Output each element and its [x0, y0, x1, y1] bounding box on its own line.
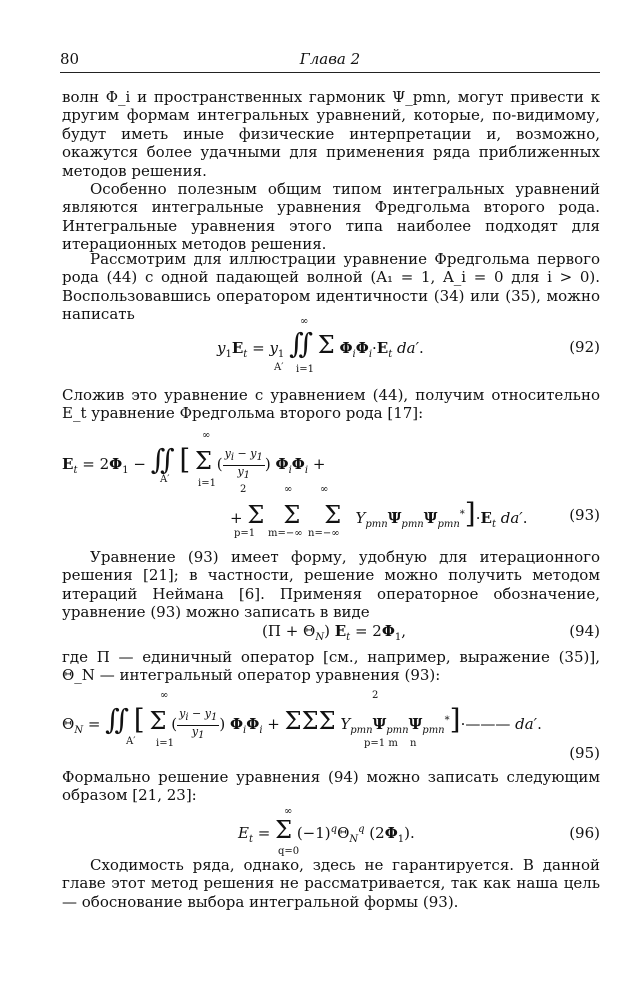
paragraph-3: Рассмотрим для иллюстрации уравнение Фредгольма первого рода (44) с одной падающей волной (A₁ = 1, A_i = 0 для i > 0). Воспользовавшись оператором идентичности (34) или (35), можно написать: [62, 250, 600, 324]
equation-92: $y_1E_t = y_1$ ∬ Σ $\Phi_i\Phi_i\cdot E_t$ da′. ∞ A′ i=1 (92): [217, 316, 600, 375]
equation-number: (94): [569, 622, 600, 640]
running-header: [60, 50, 600, 73]
paragraph-7: Формально решение уравнения (94) можно записать следующим образом [21, 23]:: [62, 768, 600, 805]
paragraph-5: Уравнение (93) имеет форму, удобную для итерационного решения [21]; в частности, решение можно получить методом итераций Неймана [6]. Применяя операторное обозначение, уравнение (93) можно записать в виде: [62, 548, 600, 622]
page-number: 80: [60, 50, 80, 68]
equation-93: $E_t = 2\Phi_1$ − ∬ [ Σ ( $\frac{y_i - y_1}{y_1}$ ) $\Phi_i\Phi_i$ + ∞ A′ i=1 + Σ Σ Σ $Y_{pmn}\Psi_{pmn}\Psi_{pmn}^*]\cdot E_t$ da′. 2 ∞ ∞ p=1 m=−∞ n=−∞ (93): [62, 430, 600, 539]
paragraph-2: Особенно полезным общим типом интегральных уравнений являются интегральные уравнения Фредгольма второго рода. Интегральные уравнения этого типа наиболее подходят для итерационных методов решения.: [62, 180, 600, 254]
paragraph-6: где Π — единичный оператор [см., например, выражение (35)], Θ_N — интегральный оператор уравнения (93):: [62, 648, 600, 685]
chapter-title: Глава 2: [299, 50, 361, 68]
equation-number: (95): [569, 744, 600, 762]
paragraph-8: Сходимость ряда, однако, здесь не гарантируется. В данной главе этот метод решения не рассматривается, так как наша цель — обоснование выбора интегральной формы (93).: [62, 856, 600, 911]
equation-94: $(\Pi + \Theta_N)$ $E_t = 2\Phi_1$, (94): [262, 622, 600, 643]
equation-96: $E_t = \Sigma$ $(-1)^q\Theta_N^q$ $(2\Phi_1)$. ∞ q=0 (96): [238, 806, 600, 857]
paragraph-4: Сложив это уравнение с уравнением (44), получим относительно E_t уравнение Фредгольма второго рода [17]:: [62, 386, 600, 423]
equation-number: (96): [569, 824, 600, 842]
paragraph-1: волн Φ_i и пространственных гармоник Ψ_pmn, могут привести к другим формам интегральных уравнений, которые, по-видимому, будут иметь иные физические интерпретации и, возможно, окажутся более удачными для применения ряда приближенных методов решения.: [62, 88, 600, 180]
equation-95: $\Theta_N$ = ∬ [ Σ ( $\frac{y_i - y_1}{y_1}$ ) $\Phi_i\Phi_i + \Sigma\Sigma\Sigma$ $Y_{pmn}\Psi_{pmn}\Psi_{pmn}^*]\cdot———$ da′. ∞ A′ i=1 2 p=1 m n (95): [62, 690, 600, 762]
equation-number: (93): [569, 506, 600, 524]
equation-number: (92): [569, 338, 600, 356]
